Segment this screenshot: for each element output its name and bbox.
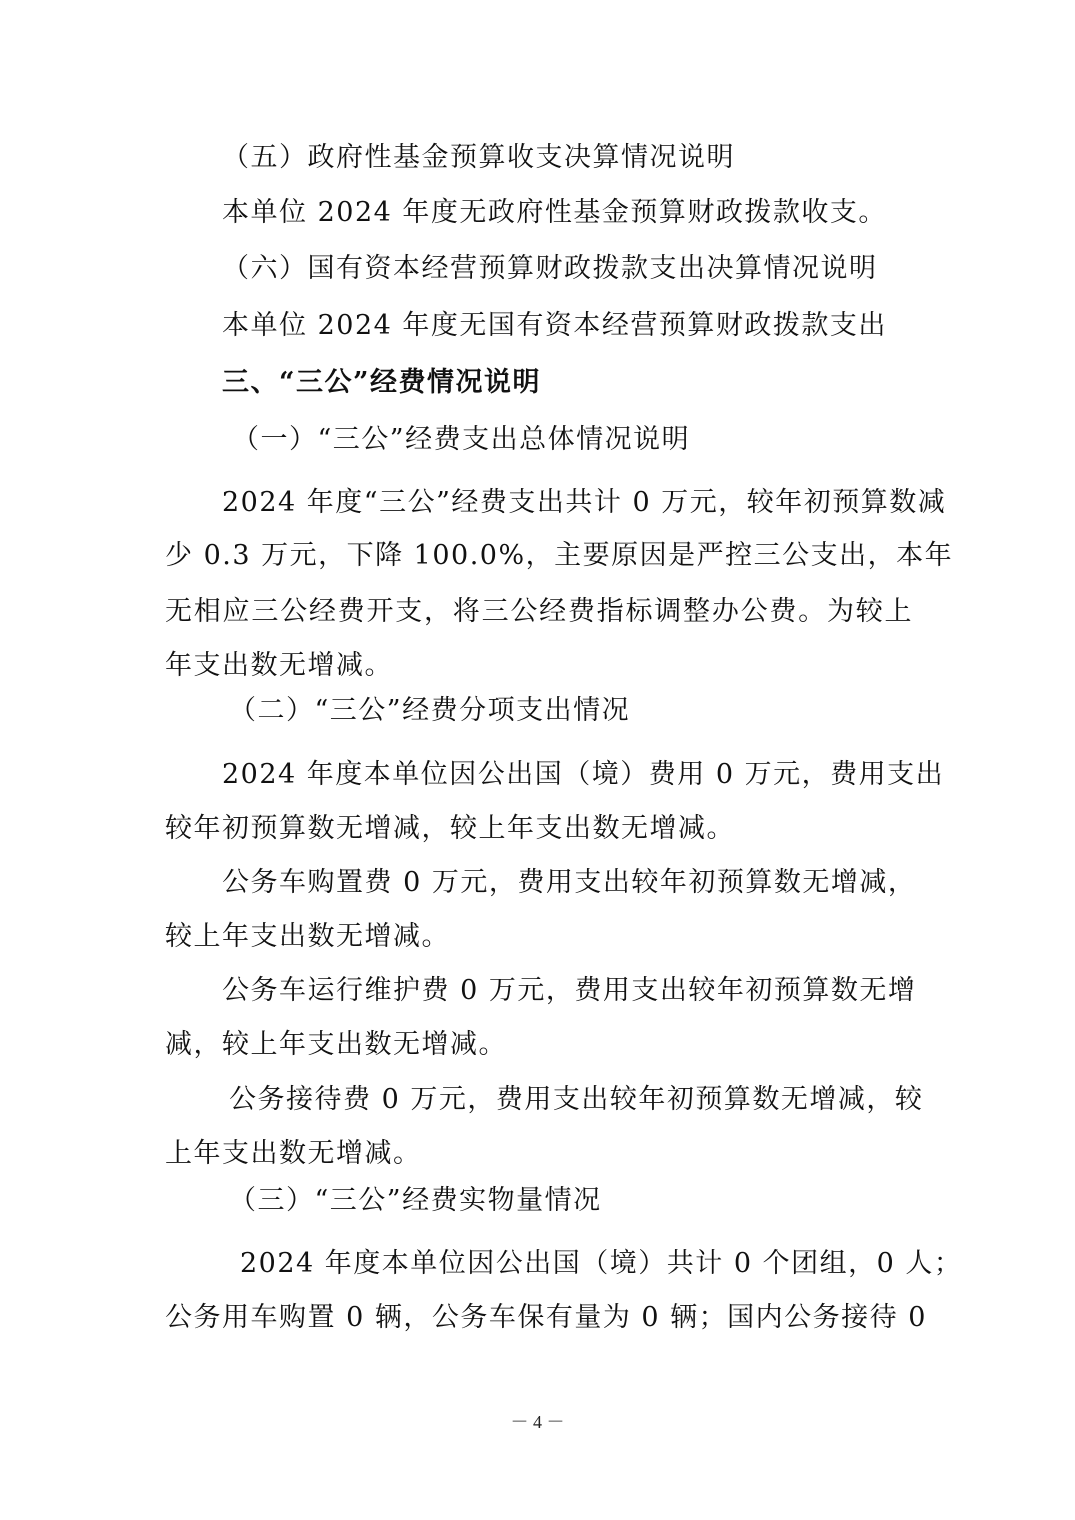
paragraph-line: 少 0.3 万元，下降 100.0%，主要原因是严控三公支出，本年 — [165, 540, 954, 571]
paragraph-line: 年支出数无增减。 — [165, 650, 393, 681]
paragraph-line: 本单位 2024 年度无国有资本经营预算财政拨款支出 — [222, 310, 887, 341]
paragraph-line: 减，较上年支出数无增减。 — [165, 1029, 507, 1060]
paragraph-line: 公务车购置费 0 万元，费用支出较年初预算数无增减， — [222, 867, 917, 898]
page-number: － 4 － — [510, 1412, 565, 1432]
section-heading: （六）国有资本经营预算财政拨款支出决算情况说明 — [222, 253, 878, 284]
paragraph-line: 2024 年度本单位因公出国（境）费用 0 万元，费用支出 — [222, 759, 945, 790]
paragraph-line: 2024 年度“三公”经费支出共计 0 万元，较年初预算数减 — [222, 487, 947, 518]
chapter-heading: 三、“三公”经费情况说明 — [222, 367, 542, 398]
subsection-heading: （二）“三公”经费分项支出情况 — [229, 695, 631, 726]
paragraph-line: 无相应三公经费开支，将三公经费指标调整办公费。为较上 — [165, 596, 913, 627]
section-heading: （五）政府性基金预算收支决算情况说明 — [222, 142, 735, 173]
subsection-heading: （三）“三公”经费实物量情况 — [229, 1185, 602, 1216]
paragraph-line: 本单位 2024 年度无政府性基金预算财政拨款收支。 — [222, 197, 887, 228]
paragraph-line: 较上年支出数无增减。 — [165, 921, 450, 952]
paragraph-line: 2024 年度本单位因公出国（境）共计 0 个团组，0 人； — [240, 1248, 963, 1279]
paragraph-line: 上年支出数无增减。 — [165, 1138, 422, 1169]
paragraph-line: 公务车运行维护费 0 万元，费用支出较年初预算数无增 — [222, 975, 917, 1006]
paragraph-line: 公务用车购置 0 辆，公务车保有量为 0 辆；国内公务接待 0 — [165, 1302, 927, 1333]
subsection-heading: （一）“三公”经费支出总体情况说明 — [232, 424, 691, 455]
paragraph-line: 较年初预算数无增减，较上年支出数无增减。 — [165, 813, 735, 844]
paragraph-line: 公务接待费 0 万元，费用支出较年初预算数无增减，较 — [229, 1084, 924, 1115]
